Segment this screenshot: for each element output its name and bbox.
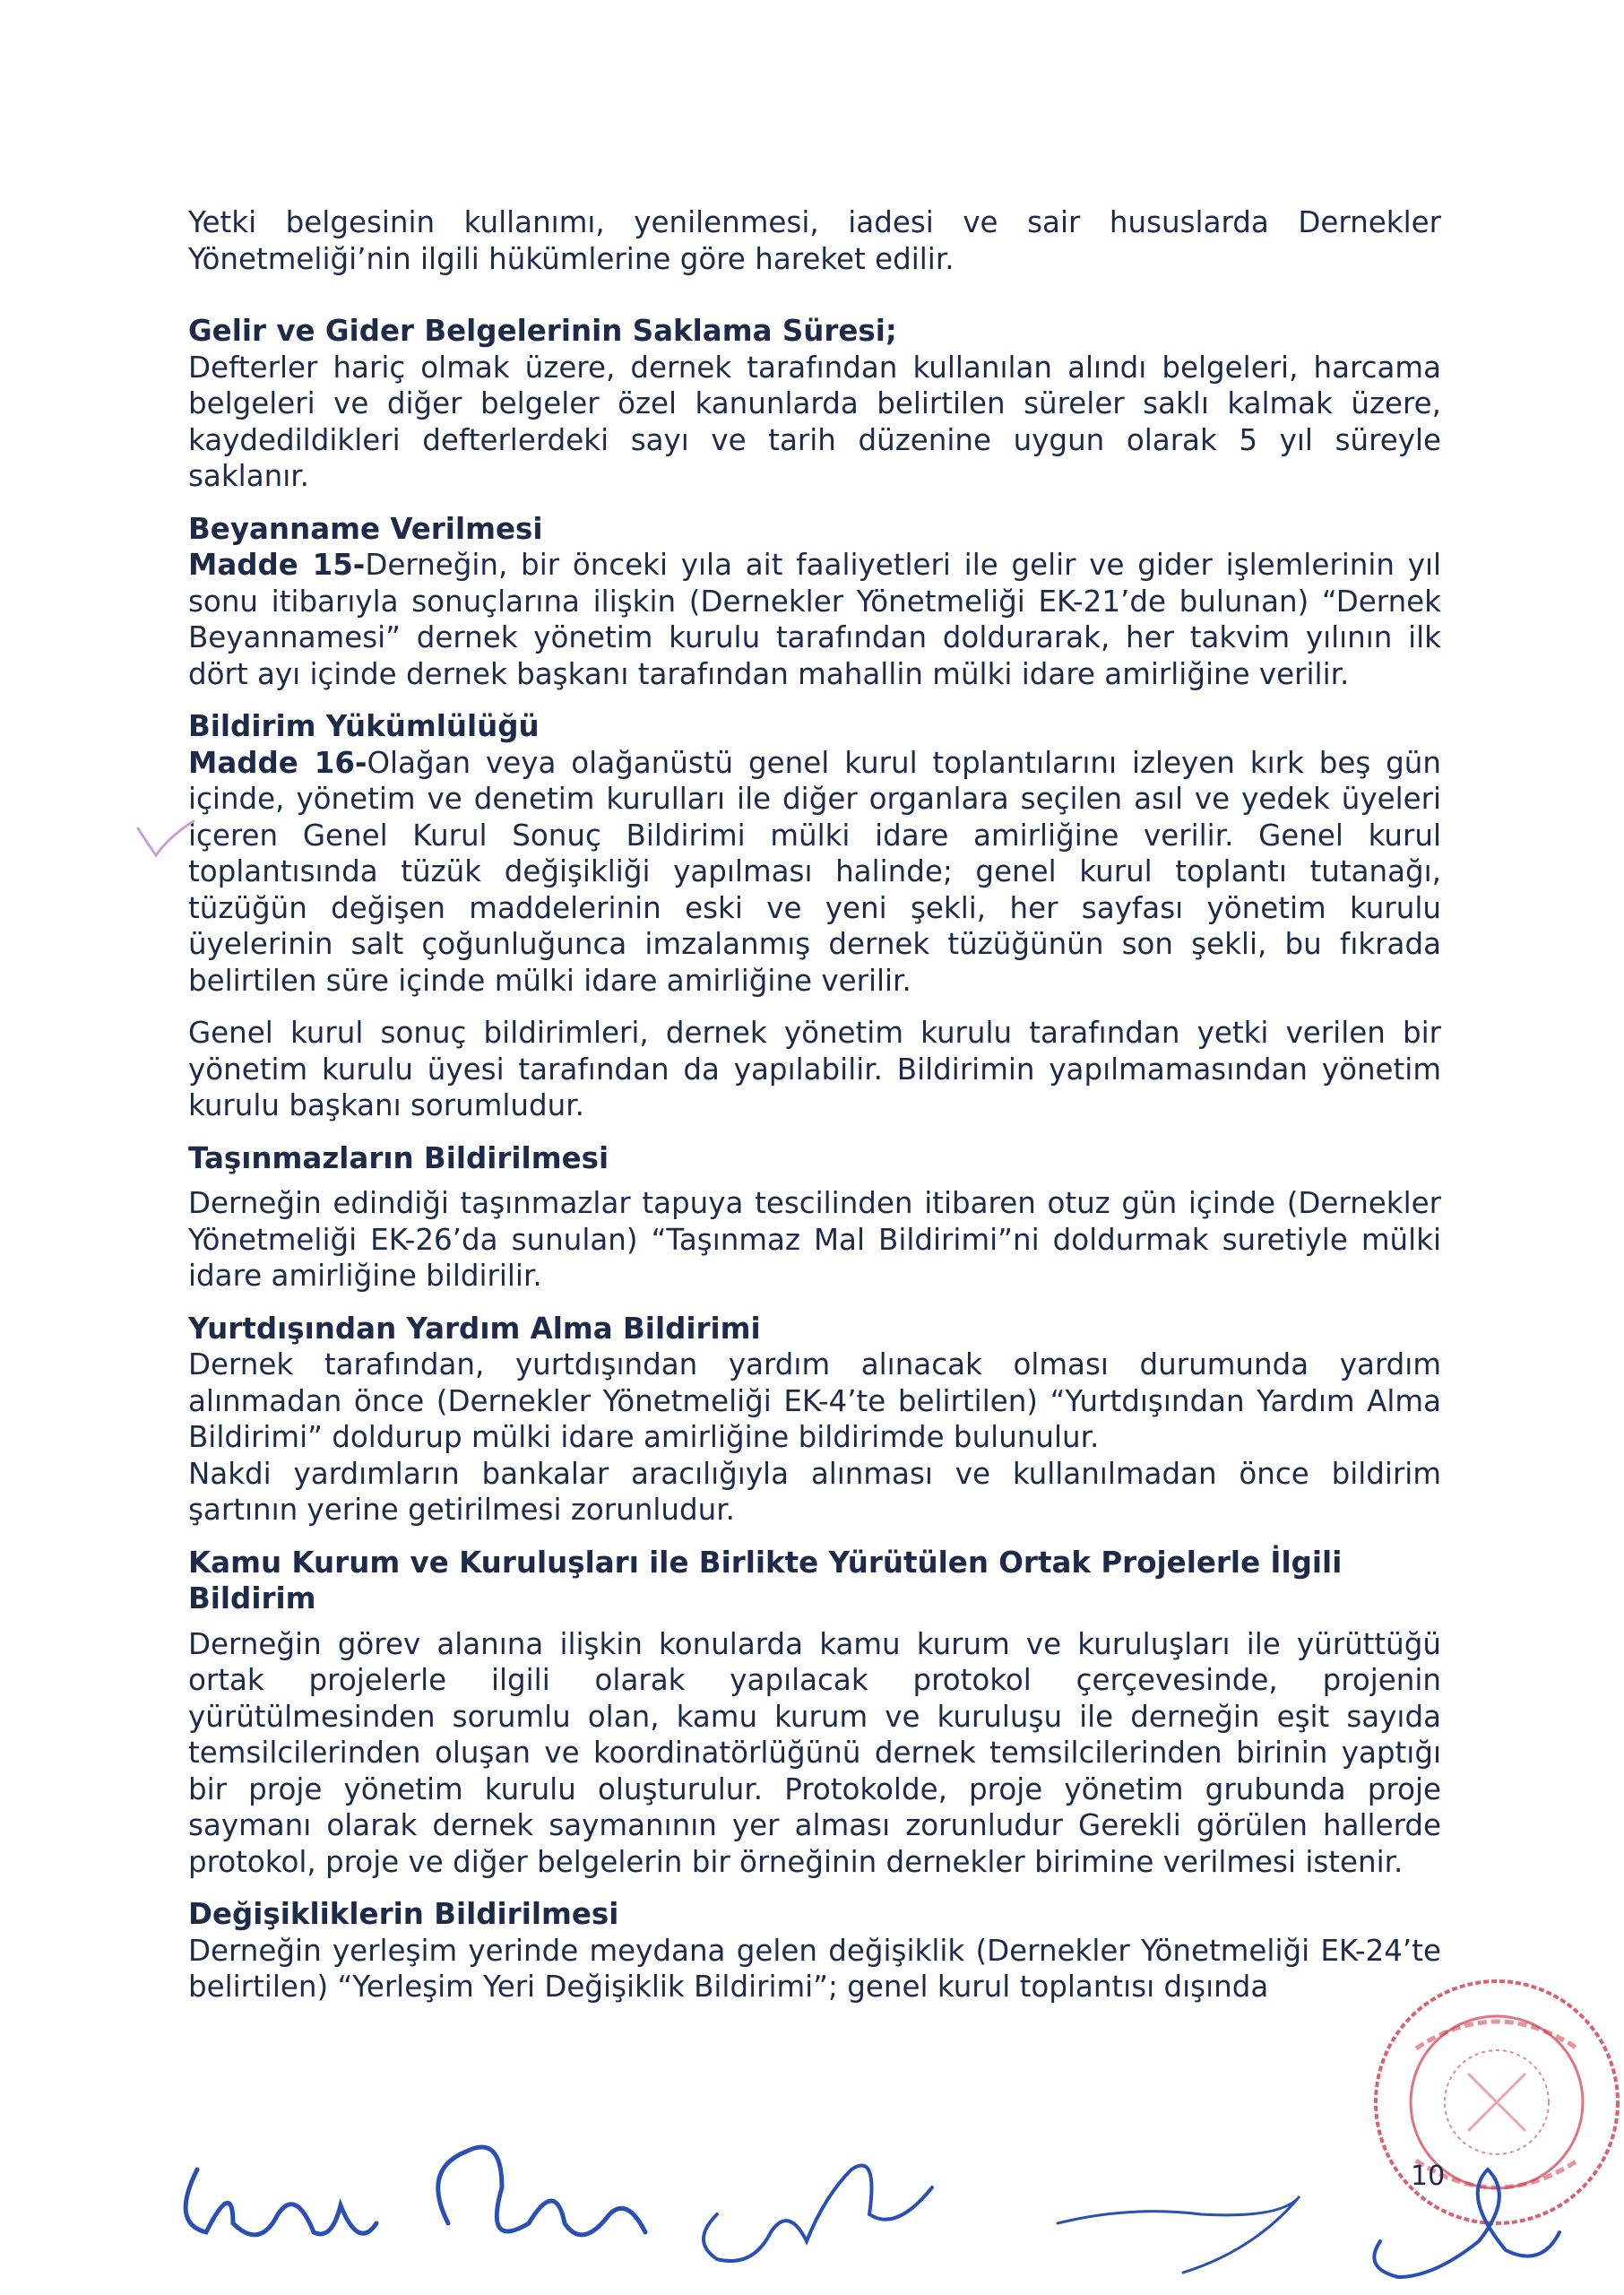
signature-4-icon — [1058, 2196, 1300, 2273]
heading-saklama-suresi: Gelir ve Gider Belgelerinin Saklama Süresi; — [188, 314, 897, 348]
paragraph-yurtdisi-yardim: Dernek tarafından, yurtdışından yardım alınacak olması durumunda yardım alınmadan önce (Dernekler Yönetmeliği EK-4’te belirtilen) “Yurtdışından Yardım Alma Bildirimi” doldurup mülki idare amirliğine bildirimde bulunulur. — [188, 1347, 1441, 1454]
heading-beyanname: Beyanname Verilmesi — [188, 511, 543, 546]
signature-2-icon — [438, 2147, 645, 2235]
document-body — [188, 204, 1441, 2005]
paragraph-tasinmazlar: Derneğin edindiği taşınmazlar tapuya tescilinden itibaren otuz gün içinde (Dernekler Yönetmeliği EK-26’da sunulan) “Taşınmaz Mal Bildirimi”ni doldurmak suretiyle mülki idare amirliğine bildirilir. — [188, 1186, 1441, 1293]
signature-3-icon — [704, 2166, 932, 2261]
page-number: 10 — [1411, 2161, 1446, 2192]
article-text-15: Derneğin, bir önceki yıla ait faaliyetleri ile gelir ve gider işlemlerinin yıl sonu itibarıyla sonuçlarına ilişkin (Dernekler Yönetmeliği EK-21’de bulunan) “Dernek Beyannamesi” dernek yönetim kurulu tarafından doldurarak, her takvim yılının ilk dört ayı içinde dernek başkanı tarafından mahallin mülki idare amirliğine verilir. — [188, 548, 1442, 691]
article-label-15: Madde 15- — [188, 548, 366, 582]
paragraph-genel-kurul-sonuc: Genel kurul sonuç bildirimleri, dernek yönetim kurulu tarafından yetki verilen bir yönetim kurulu üyesi tarafından da yapılabilir. Bildirimin yapılmamasından yönetim kurulu başkanı sorumludur. — [188, 1016, 1441, 1122]
heading-yurtdisi-yardim: Yurtdışından Yardım Alma Bildirimi — [188, 1311, 761, 1346]
check-mark-icon — [134, 816, 197, 861]
signature-1-icon — [186, 2169, 376, 2235]
paragraph-degisiklikler: Derneğin yerleşim yerinde meydana gelen değişiklik (Dernekler Yönetmeliği EK-24’te belirtilen) “Yerleşim Yeri Değişiklik Bildirimi”; genel kurul toplantısı dışında — [188, 1933, 1441, 2004]
paragraph-yetki-belgesi: Yetki belgesinin kullanımı, yenilenmesi, iadesi ve sair hususlarda Dernekler Yönetmeliği’nin ilgili hükümlerine göre hareket edilir. — [188, 205, 1441, 276]
article-text-16: Olağan veya olağanüstü genel kurul toplantılarını izleyen kırk beş gün içinde, yönetim ve denetim kurulları ile diğer organlara seçilen asıl ve yedek üyeleri içeren Genel Kurul Sonuç Bildirimi mülki idare amirliğine verilir. Genel kurul toplantısında tüzük değişikliği yapılması halinde; genel kurul toplantı tutanağı, tüzüğün değişen maddelerinin eski ve yeni şekli, her sayfası yönetim kurulu üyelerinin salt çoğunluğunca imzalanmış dernek tüzüğünün son şekli, bu fıkrada belirtilen süre içinde mülki idare amirliğine verilir. — [188, 745, 1442, 998]
paragraph-madde-15 — [188, 547, 1441, 692]
paragraph-madde-16 — [188, 745, 1441, 1000]
heading-tasinmazlar: Taşınmazların Bildirilmesi — [188, 1140, 609, 1175]
article-label-16: Madde 16- — [188, 745, 367, 780]
heading-degisiklikler: Değişikliklerin Bildirilmesi — [188, 1897, 619, 1931]
heading-ortak-projeler: Kamu Kurum ve Kuruluşları ile Birlikte Yürütülen Ortak Projelerle İlgili Bildirim — [188, 1545, 1343, 1615]
paragraph-saklama-suresi: Defterler hariç olmak üzere, dernek tarafından kullanılan alındı belgeleri, harcama belgeleri ve diğer belgeler özel kanunlarda belirtilen süreler saklı kalmak üzere, kaydedildikleri defterlerdeki sayı ve tarih düzenine uygun olarak 5 yıl süreyle saklanır. — [188, 350, 1441, 493]
official-stamp-icon — [1362, 1968, 1622, 2228]
paragraph-nakdi-yardim: Nakdi yardımların bankalar aracılığıyla alınması ve kullanılmadan önce bildirim şartının yerine getirilmesi zorunludur. — [188, 1456, 1441, 1527]
heading-bildirim-yukumlulugu: Bildirim Yükümlülüğü — [188, 709, 540, 743]
paragraph-ortak-projeler: Derneğin görev alanına ilişkin konularda kamu kurum ve kuruluşları ile yürüttüğü ortak projelerle ilgili olarak yapılacak protokol çerçevesinde, projenin yürütülmesinden sorumlu olan, kamu kurum ve kuruluşu ile derneğin eşit sayıda temsilcilerinden oluşan ve koordinatörlüğünü dernek temsilcilerinden birinin yaptığı bir proje yönetim kurulu oluşturulur. Protokolde, proje yönetim grubunda proje saymanı olarak dernek saymanının yer alması zorunludur Gerekli görülen hallerde protokol, proje ve diğer belgelerin bir örneğinin dernekler birimine verilmesi istenir. — [188, 1626, 1441, 1879]
